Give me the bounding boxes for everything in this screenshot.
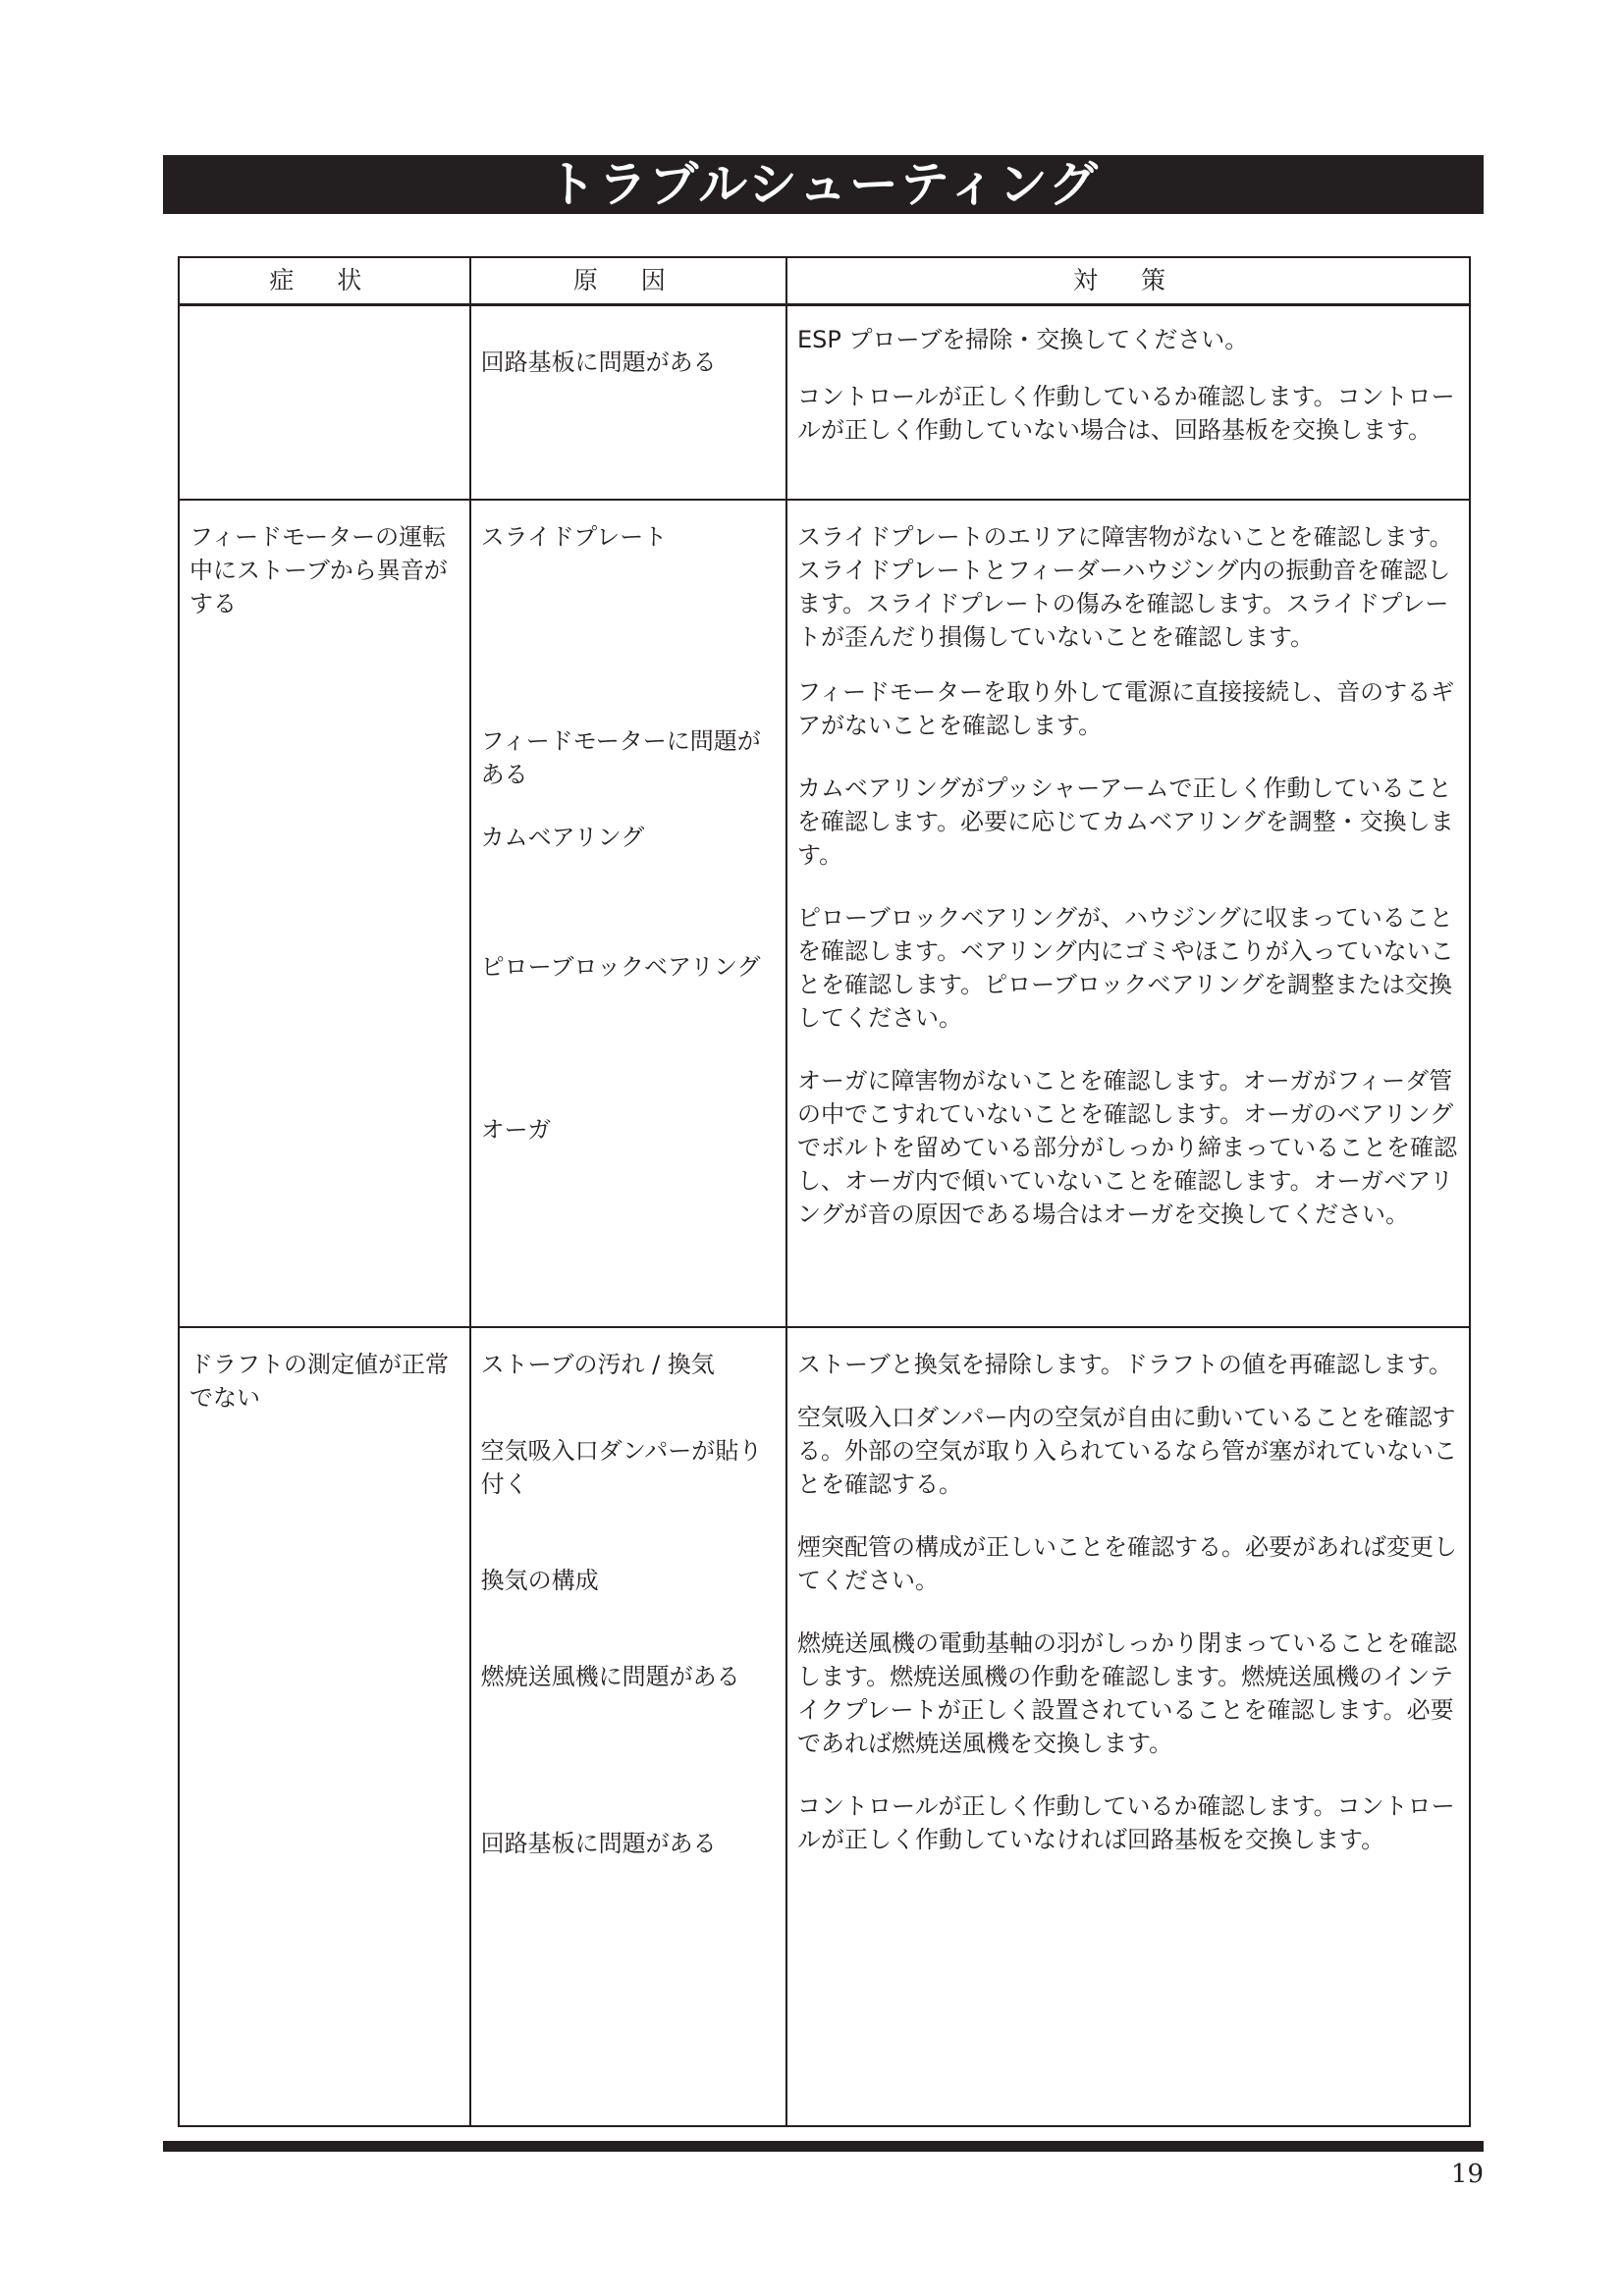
table-row bbox=[179, 500, 1470, 1327]
cause-text: 換気の構成 bbox=[480, 1566, 599, 1594]
remedy-text: オーガに障害物がないことを確認します。オーガがフィーダ管の中でこすれていないことを確認します。オーガのベアリングでボルトを留めている部分がしっかり締まっていることを確認し、オーガ内で傾いていないことを確認します。オーガベアリングが音の原因である場合はオーガを交換してください。 bbox=[796, 1066, 1457, 1228]
cause-cell bbox=[470, 305, 786, 500]
cause-text: 空気吸入口ダンパーが貼り付く bbox=[480, 1436, 763, 1498]
remedy-cell bbox=[786, 1327, 1470, 2127]
header-cause: 原 因 bbox=[470, 257, 786, 305]
page-title: トラブルシューティング bbox=[547, 156, 1100, 213]
symptom-cell bbox=[179, 305, 470, 500]
symptom-text: フィードモーターの運転中にストーブから異音がする bbox=[189, 522, 448, 617]
cause-text: フィードモーターに問題がある bbox=[480, 726, 761, 788]
cause-text: ストーブの汚れ / 換気 bbox=[480, 1350, 715, 1378]
remedy-text: コントロールが正しく作動しているか確認します。コントロールが正しく作動していなければ回路基板を交換します。 bbox=[796, 1791, 1455, 1853]
cause-text: 回路基板に問題がある bbox=[480, 1829, 717, 1857]
title-banner bbox=[163, 155, 1484, 214]
remedy-text: カムベアリングがプッシャーアームで正しく作動していることを確認します。必要に応じてカムベアリングを調整・交換します。 bbox=[796, 774, 1454, 869]
cause-text: ピローブロックベアリング bbox=[480, 952, 761, 981]
remedy-text: ピローブロックベアリングが、ハウジングに収まっていることを確認します。ベアリング内にゴミやほこりが入っていないことを確認します。ピローブロックベアリングを調整または交換してください。 bbox=[796, 903, 1454, 1032]
remedy-text: ESP プローブを掃除・交換してください。 bbox=[796, 326, 1249, 353]
table-header-row bbox=[179, 257, 1470, 305]
remedy-text: ストーブと換気を掃除します。ドラフトの値を再確認します。 bbox=[796, 1350, 1452, 1378]
table-row bbox=[179, 305, 1470, 500]
cause-text: カムベアリング bbox=[480, 823, 645, 851]
remedy-text: スライドプレートのエリアに障害物がないことを確認します。スライドプレートとフィーダーハウジング内の振動音を確認します。スライドプレートの傷みを確認します。スライドプレートが歪んだり損傷していないことを確認します。 bbox=[796, 522, 1453, 651]
footer-rule bbox=[163, 2141, 1484, 2152]
cause-cell bbox=[470, 1327, 786, 2127]
remedy-text: コントロールが正しく作動しているか確認します。コントロールが正しく作動していない場合は、回路基板を交換します。 bbox=[796, 383, 1455, 444]
remedy-text: フィードモーターを取り外して電源に直接接続し、音のするギアがないことを確認します。 bbox=[796, 677, 1455, 739]
remedy-text: 空気吸入口ダンパー内の空気が自由に動いていることを確認する。外部の空気が取り入られているなら管が塞がれていないことを確認する。 bbox=[796, 1403, 1457, 1498]
remedy-text: 煙突配管の構成が正しいことを確認する。必要があれば変更してください。 bbox=[796, 1532, 1457, 1594]
troubleshooting-table bbox=[178, 256, 1471, 2127]
remedy-text: 燃焼送風機の電動基軸の羽がしっかり閉まっていることを確認します。燃焼送風機の作動を確認します。燃焼送風機のインテイクプレートが正しく設置されていることを確認します。必要であれば燃焼送風機を交換します。 bbox=[796, 1629, 1457, 1757]
symptom-text: ドラフトの測定値が正常でない bbox=[189, 1350, 449, 1412]
page-number: 19 bbox=[1450, 2160, 1484, 2189]
cause-text: スライドプレート bbox=[480, 522, 668, 551]
table-row bbox=[179, 1327, 1470, 2127]
cause-text: オーガ bbox=[480, 1115, 552, 1144]
symptom-cell bbox=[179, 500, 470, 1327]
cause-text: 回路基板に問題がある bbox=[480, 348, 717, 376]
remedy-cell bbox=[786, 305, 1470, 500]
remedy-cell bbox=[786, 500, 1470, 1327]
cause-text: 燃焼送風機に問題がある bbox=[480, 1662, 740, 1690]
header-symptom: 症 状 bbox=[179, 257, 470, 305]
symptom-cell bbox=[179, 1327, 470, 2127]
cause-cell bbox=[470, 500, 786, 1327]
header-remedy: 対 策 bbox=[786, 257, 1470, 305]
